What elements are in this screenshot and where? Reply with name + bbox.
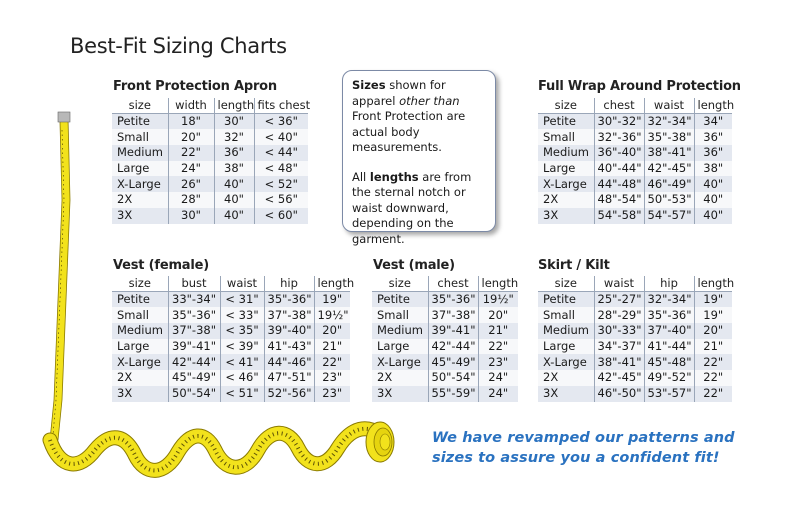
- column-header: length: [214, 98, 254, 114]
- apron-table-title: Front Protection Apron: [113, 79, 277, 94]
- measurement-cell: 39"-40": [264, 323, 314, 339]
- column-header: size: [112, 98, 168, 114]
- table-row: [538, 323, 732, 339]
- measurement-cell: < 48": [254, 161, 308, 177]
- size-label-cell: Small: [372, 307, 428, 323]
- measurement-cell: < 44": [254, 145, 308, 161]
- measurement-cell: < 39": [220, 339, 264, 355]
- slogan-line-2: sizes to assure you a confident fit!: [432, 450, 720, 466]
- table-row: [112, 354, 350, 370]
- measurement-cell: 55"-59": [428, 386, 478, 402]
- vest-female-size-table: [112, 276, 355, 402]
- size-label-cell: X-Large: [538, 176, 594, 192]
- column-header: hip: [264, 276, 314, 292]
- measurement-cell: 19½": [478, 292, 518, 308]
- measurement-cell: 19": [314, 292, 350, 308]
- column-header: chest: [428, 276, 478, 292]
- skirt-size-table: [538, 276, 735, 402]
- measurement-cell: 28"-29": [594, 307, 644, 323]
- measurement-cell: 44"-46": [264, 354, 314, 370]
- table-row: [538, 339, 732, 355]
- measurement-cell: 53"-57": [644, 386, 694, 402]
- measurement-cell: 37"-38": [264, 307, 314, 323]
- measurement-cell: 23": [478, 354, 518, 370]
- measurement-cell: 46"-50": [594, 386, 644, 402]
- measurement-cell: 52"-56": [264, 386, 314, 402]
- measurement-cell: 22": [478, 339, 518, 355]
- measurement-cell: < 46": [220, 370, 264, 386]
- size-label-cell: X-Large: [112, 354, 168, 370]
- slogan-line-1: We have revamped our patterns and: [432, 430, 735, 446]
- measurement-cell: 22": [314, 354, 350, 370]
- table-row: [112, 192, 308, 208]
- size-label-cell: 3X: [112, 386, 168, 402]
- measurement-cell: 30"-33": [594, 323, 644, 339]
- size-label-cell: Large: [112, 339, 168, 355]
- measurement-cell: 19½": [314, 307, 350, 323]
- size-label-cell: Petite: [372, 292, 428, 308]
- table-row: [112, 208, 308, 224]
- size-label-cell: X-Large: [372, 354, 428, 370]
- measurement-cell: 40": [214, 192, 254, 208]
- measurement-cell: 39"-41": [168, 339, 220, 355]
- measurement-cell: 38"-41": [594, 354, 644, 370]
- table-row: [538, 192, 732, 208]
- note-paragraph-lengths: All lengths are from the sternal notch or waist downward, depending on the garment.: [352, 169, 472, 246]
- measurement-cell: 33"-34": [168, 292, 220, 308]
- size-label-cell: Large: [372, 339, 428, 355]
- size-label-cell: Medium: [538, 323, 594, 339]
- measurement-cell: 54"-57": [644, 208, 694, 224]
- measurement-cell: 40": [694, 208, 732, 224]
- table-row: [112, 386, 350, 402]
- measurement-cell: 35"-36": [168, 307, 220, 323]
- size-label-cell: Small: [538, 129, 594, 145]
- measurement-cell: < 56": [254, 192, 308, 208]
- measurement-cell: 50"-54": [168, 386, 220, 402]
- measurement-cell: 22": [168, 145, 214, 161]
- table-row: [112, 114, 308, 130]
- column-header: length: [694, 276, 732, 292]
- measurement-cell: 35"-36": [428, 292, 478, 308]
- column-header: size: [372, 276, 428, 292]
- size-label-cell: 2X: [372, 370, 428, 386]
- table-row: [372, 292, 518, 308]
- table-row: [538, 370, 732, 386]
- size-label-cell: Small: [112, 129, 168, 145]
- measurement-cell: < 52": [254, 176, 308, 192]
- measurement-cell: 38": [694, 161, 732, 177]
- column-header: length: [478, 276, 518, 292]
- measurement-cell: 32": [214, 129, 254, 145]
- measurement-cell: 25"-27": [594, 292, 644, 308]
- size-label-cell: Petite: [538, 114, 594, 130]
- measurement-cell: 22": [694, 386, 732, 402]
- size-label-cell: 3X: [112, 208, 168, 224]
- measurement-cell: 42"-45": [594, 370, 644, 386]
- column-header: waist: [644, 98, 694, 114]
- table-row: [372, 370, 518, 386]
- measurement-cell: 20": [168, 129, 214, 145]
- table-row: [372, 307, 518, 323]
- measurement-cell: 19": [694, 292, 732, 308]
- measurement-cell: 40": [694, 192, 732, 208]
- size-label-cell: Small: [112, 307, 168, 323]
- table-row: [112, 176, 308, 192]
- size-label-cell: Petite: [538, 292, 594, 308]
- measurement-cell: 42"-45": [644, 161, 694, 177]
- size-label-cell: Petite: [112, 114, 168, 130]
- measurement-cell: < 31": [220, 292, 264, 308]
- table-row: [112, 339, 350, 355]
- measurement-cell: 20": [694, 323, 732, 339]
- table-row: [538, 114, 732, 130]
- wrap-table-title: Full Wrap Around Protection: [538, 79, 741, 94]
- column-header: chest: [594, 98, 644, 114]
- measurement-cell: 37"-40": [644, 323, 694, 339]
- measurement-cell: 41"-44": [644, 339, 694, 355]
- measurement-cell: 19": [694, 307, 732, 323]
- table-row: [538, 145, 732, 161]
- measurement-cell: 21": [694, 339, 732, 355]
- measurement-cell: 21": [478, 323, 518, 339]
- measurement-cell: 45"-49": [428, 354, 478, 370]
- measurement-cell: < 33": [220, 307, 264, 323]
- size-label-cell: 2X: [112, 370, 168, 386]
- size-label-cell: 3X: [372, 386, 428, 402]
- table-row: [112, 161, 308, 177]
- measurement-cell: 38"-41": [644, 145, 694, 161]
- table-row: [112, 129, 308, 145]
- measurement-cell: 20": [314, 323, 350, 339]
- measurement-cell: 42"-44": [168, 354, 220, 370]
- measurement-cell: < 36": [254, 114, 308, 130]
- column-header: size: [538, 276, 594, 292]
- measurement-cell: 34": [694, 114, 732, 130]
- table-row: [112, 370, 350, 386]
- column-header: bust: [168, 276, 220, 292]
- measurement-cell: 37"-38": [168, 323, 220, 339]
- table-row: [538, 176, 732, 192]
- measurement-cell: 26": [168, 176, 214, 192]
- measurement-cell: 36"-40": [594, 145, 644, 161]
- measurement-cell: 32"-36": [594, 129, 644, 145]
- measurement-cell: 24": [478, 370, 518, 386]
- measurement-cell: 40"-44": [594, 161, 644, 177]
- measurement-cell: < 41": [220, 354, 264, 370]
- size-label-cell: 3X: [538, 208, 594, 224]
- measurement-cell: 24": [168, 161, 214, 177]
- table-row: [372, 323, 518, 339]
- size-label-cell: Small: [538, 307, 594, 323]
- measurement-cell: 42"-44": [428, 339, 478, 355]
- size-label-cell: Medium: [112, 145, 168, 161]
- table-row: [538, 307, 732, 323]
- size-label-cell: X-Large: [538, 354, 594, 370]
- slogan: [432, 428, 735, 468]
- measurement-cell: 23": [314, 370, 350, 386]
- size-label-cell: 2X: [538, 370, 594, 386]
- measurement-cell: 36": [694, 145, 732, 161]
- table-row: [372, 339, 518, 355]
- size-label-cell: 2X: [112, 192, 168, 208]
- measurement-cell: 40": [214, 208, 254, 224]
- measurement-cell: 35"-36": [264, 292, 314, 308]
- measurement-cell: 36": [214, 145, 254, 161]
- column-header: size: [112, 276, 168, 292]
- measurement-cell: 22": [694, 354, 732, 370]
- size-label-cell: Large: [538, 161, 594, 177]
- measurement-cell: 39"-41": [428, 323, 478, 339]
- size-label-cell: 2X: [538, 192, 594, 208]
- measurement-cell: < 51": [220, 386, 264, 402]
- measurement-cell: 50"-53": [644, 192, 694, 208]
- sizes-note-box: [342, 70, 496, 246]
- size-label-cell: X-Large: [112, 176, 168, 192]
- table-row: [372, 354, 518, 370]
- table-row: [112, 145, 308, 161]
- measurement-cell: 21": [314, 339, 350, 355]
- measurement-cell: 50"-54": [428, 370, 478, 386]
- measurement-cell: 30"-32": [594, 114, 644, 130]
- measurement-cell: 23": [314, 386, 350, 402]
- measurement-cell: 41"-43": [264, 339, 314, 355]
- measurement-cell: 40": [214, 176, 254, 192]
- size-label-cell: 3X: [538, 386, 594, 402]
- measurement-cell: 40": [694, 176, 732, 192]
- measurement-cell: 36": [694, 129, 732, 145]
- column-header: width: [168, 98, 214, 114]
- table-row: [538, 161, 732, 177]
- page-title: Best-Fit Sizing Charts: [70, 34, 287, 58]
- apron-size-table: [112, 98, 311, 224]
- measurement-cell: 35"-38": [644, 129, 694, 145]
- measurement-cell: 35"-36": [644, 307, 694, 323]
- size-label-cell: Medium: [112, 323, 168, 339]
- table-row: [372, 386, 518, 402]
- table-row: [538, 354, 732, 370]
- table-row: [538, 129, 732, 145]
- measurement-cell: 22": [694, 370, 732, 386]
- measurement-cell: 54"-58": [594, 208, 644, 224]
- measurement-cell: 45"-48": [644, 354, 694, 370]
- wrap-size-table: [538, 98, 735, 224]
- size-label-cell: Medium: [538, 145, 594, 161]
- size-label-cell: Large: [538, 339, 594, 355]
- measurement-cell: < 35": [220, 323, 264, 339]
- measurement-cell: 18": [168, 114, 214, 130]
- measurement-cell: 45"-49": [168, 370, 220, 386]
- measurement-cell: 44"-48": [594, 176, 644, 192]
- measurement-cell: 30": [168, 208, 214, 224]
- column-header: fits chest: [254, 98, 308, 114]
- column-header: hip: [644, 276, 694, 292]
- measurement-cell: 30": [214, 114, 254, 130]
- measurement-cell: 48"-54": [594, 192, 644, 208]
- table-row: [112, 323, 350, 339]
- measurement-cell: 24": [478, 386, 518, 402]
- table-row: [112, 307, 350, 323]
- measurement-cell: 32"-34": [644, 292, 694, 308]
- table-row: [538, 292, 732, 308]
- table-row: [538, 208, 732, 224]
- table-row: [112, 292, 350, 308]
- measurement-cell: 37"-38": [428, 307, 478, 323]
- note-paragraph-sizes: Sizes shown for apparel other than Front Protection are actual body measurements.: [352, 78, 466, 154]
- column-header: length: [314, 276, 350, 292]
- column-header: waist: [220, 276, 264, 292]
- size-label-cell: Petite: [112, 292, 168, 308]
- measurement-cell: 20": [478, 307, 518, 323]
- size-label-cell: Medium: [372, 323, 428, 339]
- column-header: size: [538, 98, 594, 114]
- skirt-table-title: Skirt / Kilt: [538, 258, 610, 273]
- table-row: [538, 386, 732, 402]
- vest-male-table-title: Vest (male): [373, 258, 455, 273]
- vest-male-size-table: [372, 276, 518, 402]
- column-header: waist: [594, 276, 644, 292]
- measurement-cell: 47"-51": [264, 370, 314, 386]
- measurement-cell: < 60": [254, 208, 308, 224]
- column-header: length: [694, 98, 732, 114]
- measurement-cell: 38": [214, 161, 254, 177]
- measurement-cell: 28": [168, 192, 214, 208]
- measurement-cell: 46"-49": [644, 176, 694, 192]
- measurement-cell: 34"-37": [594, 339, 644, 355]
- measurement-cell: 32"-34": [644, 114, 694, 130]
- measurement-cell: 49"-52": [644, 370, 694, 386]
- measurement-cell: < 40": [254, 129, 308, 145]
- vest-female-table-title: Vest (female): [113, 258, 209, 273]
- size-label-cell: Large: [112, 161, 168, 177]
